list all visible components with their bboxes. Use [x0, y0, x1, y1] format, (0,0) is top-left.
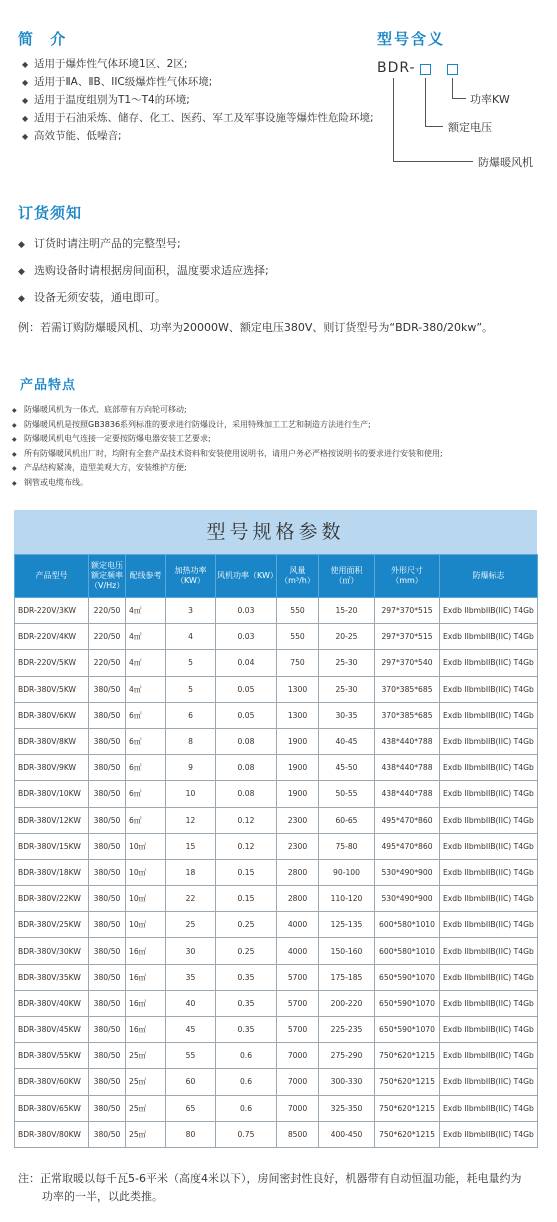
- table-cell: 1300: [277, 676, 319, 702]
- table-cell: 380/50: [89, 938, 126, 964]
- table-cell: 12: [166, 807, 216, 833]
- table-cell: 380/50: [89, 1043, 126, 1069]
- table-cell: 0.08: [216, 755, 277, 781]
- footnote: [18, 1170, 538, 1206]
- table-row: [15, 624, 538, 650]
- list-item: ◆ 防爆暖风机电气连接一定要按防爆电器安装工艺要求;: [12, 432, 443, 447]
- table-cell: BDR-380V/9KW: [15, 755, 89, 781]
- column-header: 额定电压 额定频率 （V/Hz）: [89, 555, 126, 598]
- table-cell: 25-30: [319, 676, 375, 702]
- table-cell: 3: [166, 598, 216, 624]
- connector-line: [393, 78, 394, 161]
- table-cell: 297*370*540: [375, 650, 440, 676]
- intro-list: [22, 55, 374, 145]
- table-cell: Exdb IIbmbIIB(IIC) T4Gb: [440, 886, 538, 912]
- table-cell: Exdb IIbmbIIB(IIC) T4Gb: [440, 755, 538, 781]
- diamond-bullet-icon: ◆: [12, 421, 17, 429]
- table-cell: 7000: [277, 1095, 319, 1121]
- table-cell: 35: [166, 964, 216, 990]
- table-cell: 200-220: [319, 990, 375, 1016]
- table-cell: Exdb IIbmbIIB(IIC) T4Gb: [440, 676, 538, 702]
- list-item: ◆ 适用于爆炸性气体环境1区、2区;: [22, 55, 374, 73]
- table-cell: 6㎡: [126, 755, 166, 781]
- table-cell: BDR-380V/30KW: [15, 938, 89, 964]
- table-cell: Exdb IIbmbIIB(IIC) T4Gb: [440, 598, 538, 624]
- table-cell: Exdb IIbmbIIB(IIC) T4Gb: [440, 1043, 538, 1069]
- list-item: ◆ 防爆暖风机为一体式、底部带有万向轮可移动;: [12, 403, 443, 418]
- column-header: 配线参考: [126, 555, 166, 598]
- table-body: [15, 598, 538, 1148]
- features-title: 产品特点: [20, 378, 77, 393]
- table-cell: 0.6: [216, 1043, 277, 1069]
- table-cell: 0.75: [216, 1121, 277, 1147]
- table-cell: 6: [166, 702, 216, 728]
- table-cell: 380/50: [89, 781, 126, 807]
- diamond-bullet-icon: ◆: [22, 60, 29, 69]
- table-cell: 25-30: [319, 650, 375, 676]
- table-cell: BDR-380V/8KW: [15, 728, 89, 754]
- footnote-line: 注：正常取暖以每千瓦5-6平米（高度4米以下），房间密封性良好，机器带有自动恒温功能，耗电量约为: [18, 1172, 522, 1185]
- table-cell: 60: [166, 1069, 216, 1095]
- list-item: ◆ 高效节能、低噪音;: [22, 127, 374, 145]
- table-cell: 16㎡: [126, 990, 166, 1016]
- table-cell: BDR-380V/35KW: [15, 964, 89, 990]
- table-cell: 4000: [277, 938, 319, 964]
- table-cell: 25㎡: [126, 1121, 166, 1147]
- table-cell: 380/50: [89, 886, 126, 912]
- table-cell: 380/50: [89, 833, 126, 859]
- table-header-row: [15, 555, 538, 598]
- spec-title: 型号规格参数: [14, 510, 537, 554]
- table-cell: 750*620*1215: [375, 1121, 440, 1147]
- table-row: [15, 728, 538, 754]
- table-cell: 0.25: [216, 938, 277, 964]
- table-cell: 0.6: [216, 1095, 277, 1121]
- table-cell: 65: [166, 1095, 216, 1121]
- table-cell: 6㎡: [126, 728, 166, 754]
- table-cell: 0.15: [216, 859, 277, 885]
- table-cell: Exdb IIbmbIIB(IIC) T4Gb: [440, 624, 538, 650]
- table-cell: 30: [166, 938, 216, 964]
- table-cell: 438*440*788: [375, 781, 440, 807]
- table-cell: 750*620*1215: [375, 1069, 440, 1095]
- table-row: [15, 807, 538, 833]
- table-row: [15, 1095, 538, 1121]
- table-cell: BDR-380V/60KW: [15, 1069, 89, 1095]
- table-cell: 4㎡: [126, 676, 166, 702]
- table-cell: 600*580*1010: [375, 938, 440, 964]
- table-cell: BDR-380V/40KW: [15, 990, 89, 1016]
- table-cell: Exdb IIbmbIIB(IIC) T4Gb: [440, 859, 538, 885]
- table-row: [15, 912, 538, 938]
- table-cell: 650*590*1070: [375, 1017, 440, 1043]
- table-cell: 15-20: [319, 598, 375, 624]
- table-cell: BDR-220V/5KW: [15, 650, 89, 676]
- table-cell: 6㎡: [126, 781, 166, 807]
- table-cell: 0.6: [216, 1069, 277, 1095]
- table-cell: BDR-380V/65KW: [15, 1095, 89, 1121]
- table-cell: Exdb IIbmbIIB(IIC) T4Gb: [440, 990, 538, 1016]
- list-item: ◆ 设备无须安装，通电即可。: [18, 290, 269, 317]
- table-cell: 0.35: [216, 990, 277, 1016]
- table-cell: 6㎡: [126, 807, 166, 833]
- legend-power: 功率KW: [470, 93, 510, 106]
- model-code: BDR-: [377, 60, 416, 76]
- table-cell: 1900: [277, 755, 319, 781]
- table-cell: 380/50: [89, 1017, 126, 1043]
- table-cell: 0.35: [216, 1017, 277, 1043]
- diamond-bullet-icon: ◆: [12, 479, 17, 487]
- table-cell: BDR-380V/10KW: [15, 781, 89, 807]
- table-cell: 5: [166, 676, 216, 702]
- table-cell: 0.12: [216, 833, 277, 859]
- table-cell: 650*590*1070: [375, 964, 440, 990]
- table-cell: Exdb IIbmbIIB(IIC) T4Gb: [440, 650, 538, 676]
- connector-line: [425, 78, 426, 126]
- table-cell: 370*385*685: [375, 676, 440, 702]
- table-cell: 550: [277, 624, 319, 650]
- table-row: [15, 886, 538, 912]
- table-cell: 6㎡: [126, 702, 166, 728]
- table-cell: 2800: [277, 859, 319, 885]
- table-cell: 600*580*1010: [375, 912, 440, 938]
- diamond-bullet-icon: ◆: [22, 132, 29, 141]
- table-cell: 1900: [277, 781, 319, 807]
- table-cell: 495*470*860: [375, 833, 440, 859]
- legend-product: 防爆暖风机: [478, 156, 533, 169]
- table-cell: 25㎡: [126, 1095, 166, 1121]
- diamond-bullet-icon: ◆: [18, 267, 25, 277]
- table-cell: 25: [166, 912, 216, 938]
- table-row: [15, 1121, 538, 1147]
- table-cell: 16㎡: [126, 938, 166, 964]
- connector-line: [425, 126, 443, 127]
- table-cell: 5700: [277, 1017, 319, 1043]
- table-cell: 10㎡: [126, 859, 166, 885]
- column-header: 防爆标志: [440, 555, 538, 598]
- column-header: 产品型号: [15, 555, 89, 598]
- table-cell: 400-450: [319, 1121, 375, 1147]
- list-item: ◆ 适用于石油采炼、储存、化工、医药、军工及军事设施等爆炸性危险环境;: [22, 109, 374, 127]
- table-cell: 220/50: [89, 624, 126, 650]
- table-cell: Exdb IIbmbIIB(IIC) T4Gb: [440, 1095, 538, 1121]
- table-cell: 4㎡: [126, 650, 166, 676]
- table-cell: 9: [166, 755, 216, 781]
- table-cell: 0.05: [216, 676, 277, 702]
- table-cell: 45-50: [319, 755, 375, 781]
- table-cell: 380/50: [89, 728, 126, 754]
- table-cell: 220/50: [89, 598, 126, 624]
- column-header: 风量 （m³/h）: [277, 555, 319, 598]
- table-cell: BDR-380V/55KW: [15, 1043, 89, 1069]
- table-cell: 18: [166, 859, 216, 885]
- diamond-bullet-icon: ◆: [18, 240, 25, 250]
- table-cell: 25㎡: [126, 1069, 166, 1095]
- table-cell: BDR-380V/18KW: [15, 859, 89, 885]
- table-cell: Exdb IIbmbIIB(IIC) T4Gb: [440, 833, 538, 859]
- table-cell: 90-100: [319, 859, 375, 885]
- table-cell: Exdb IIbmbIIB(IIC) T4Gb: [440, 938, 538, 964]
- table-cell: BDR-220V/3KW: [15, 598, 89, 624]
- table-cell: 438*440*788: [375, 728, 440, 754]
- list-item: ◆ 防爆暖风机是按照GB3836系列标准的要求进行防爆设计，采用特殊加工工艺和制造方法进行生产;: [12, 418, 443, 433]
- table-cell: 110-120: [319, 886, 375, 912]
- table-cell: 275-290: [319, 1043, 375, 1069]
- table-row: [15, 755, 538, 781]
- table-cell: 15: [166, 833, 216, 859]
- table-cell: 0.35: [216, 964, 277, 990]
- table-cell: 16㎡: [126, 1017, 166, 1043]
- table-cell: 750: [277, 650, 319, 676]
- list-item: ◆ 订货时请注明产品的完整型号;: [18, 236, 269, 263]
- table-cell: 650*590*1070: [375, 990, 440, 1016]
- table-cell: 22: [166, 886, 216, 912]
- column-header: 风机功率（KW）: [216, 555, 277, 598]
- table-cell: Exdb IIbmbIIB(IIC) T4Gb: [440, 781, 538, 807]
- diamond-bullet-icon: ◆: [18, 294, 25, 304]
- voltage-placeholder-box: [420, 64, 431, 75]
- list-item: ◆ 产品结构紧凑，造型美观大方，安装维护方便;: [12, 461, 443, 476]
- table-cell: BDR-380V/80KW: [15, 1121, 89, 1147]
- list-item: ◆ 钢管或电缆布线。: [12, 476, 443, 491]
- features-list: [12, 403, 443, 491]
- order-title: 订货须知: [18, 204, 83, 222]
- list-item: ◆ 所有防爆暖风机出厂时，均附有全套产品技术资料和安装使用说明书，请用户务必严格按说明书的要求进行安装和使用;: [12, 447, 443, 462]
- model-meaning-title: 型号含义: [377, 30, 446, 48]
- table-cell: 530*490*900: [375, 886, 440, 912]
- table-cell: 380/50: [89, 964, 126, 990]
- table-cell: 0.12: [216, 807, 277, 833]
- table-cell: 16㎡: [126, 964, 166, 990]
- power-placeholder-box: [447, 64, 458, 75]
- table-row: [15, 990, 538, 1016]
- table-cell: BDR-380V/15KW: [15, 833, 89, 859]
- table-cell: 0.03: [216, 598, 277, 624]
- table-cell: 5700: [277, 990, 319, 1016]
- diamond-bullet-icon: ◆: [22, 114, 29, 123]
- table-cell: 550: [277, 598, 319, 624]
- table-cell: 75-80: [319, 833, 375, 859]
- table-cell: 5700: [277, 964, 319, 990]
- table-cell: BDR-220V/4KW: [15, 624, 89, 650]
- table-cell: Exdb IIbmbIIB(IIC) T4Gb: [440, 912, 538, 938]
- table-row: [15, 964, 538, 990]
- table-row: [15, 833, 538, 859]
- table-cell: 20-25: [319, 624, 375, 650]
- table-cell: Exdb IIbmbIIB(IIC) T4Gb: [440, 1069, 538, 1095]
- table-cell: 55: [166, 1043, 216, 1069]
- table-cell: BDR-380V/5KW: [15, 676, 89, 702]
- table-cell: 495*470*860: [375, 807, 440, 833]
- table-cell: 8500: [277, 1121, 319, 1147]
- table-cell: 225-235: [319, 1017, 375, 1043]
- connector-line: [452, 98, 466, 99]
- column-header: 加热功率（KW）: [166, 555, 216, 598]
- table-cell: 750*620*1215: [375, 1043, 440, 1069]
- table-cell: 0.08: [216, 781, 277, 807]
- table-cell: 0.25: [216, 912, 277, 938]
- diamond-bullet-icon: ◆: [12, 450, 17, 458]
- spec-section: [14, 510, 537, 1148]
- table-cell: BDR-380V/22KW: [15, 886, 89, 912]
- table-cell: 380/50: [89, 755, 126, 781]
- table-cell: 380/50: [89, 990, 126, 1016]
- table-cell: 1900: [277, 728, 319, 754]
- table-cell: 40-45: [319, 728, 375, 754]
- table-cell: 380/50: [89, 1121, 126, 1147]
- table-row: [15, 859, 538, 885]
- table-row: [15, 598, 538, 624]
- table-cell: Exdb IIbmbIIB(IIC) T4Gb: [440, 1121, 538, 1147]
- table-row: [15, 781, 538, 807]
- table-cell: 125-135: [319, 912, 375, 938]
- table-cell: 370*385*685: [375, 702, 440, 728]
- column-header: 外形尺寸 （mm）: [375, 555, 440, 598]
- table-cell: 2300: [277, 807, 319, 833]
- table-cell: 4000: [277, 912, 319, 938]
- table-cell: 25㎡: [126, 1043, 166, 1069]
- table-cell: 4: [166, 624, 216, 650]
- table-cell: 30-35: [319, 702, 375, 728]
- table-row: [15, 676, 538, 702]
- table-cell: 50-55: [319, 781, 375, 807]
- column-header: 使用面积 （㎡）: [319, 555, 375, 598]
- table-cell: 60-65: [319, 807, 375, 833]
- table-cell: 750*620*1215: [375, 1095, 440, 1121]
- table-cell: Exdb IIbmbIIB(IIC) T4Gb: [440, 728, 538, 754]
- diamond-bullet-icon: ◆: [12, 465, 17, 473]
- table-cell: 4㎡: [126, 624, 166, 650]
- table-cell: 10㎡: [126, 886, 166, 912]
- table-row: [15, 1069, 538, 1095]
- table-cell: 0.04: [216, 650, 277, 676]
- table-cell: BDR-380V/25KW: [15, 912, 89, 938]
- table-cell: 10: [166, 781, 216, 807]
- table-row: [15, 650, 538, 676]
- table-cell: 0.08: [216, 728, 277, 754]
- table-cell: 297*370*515: [375, 624, 440, 650]
- table-cell: 150-160: [319, 938, 375, 964]
- table-cell: Exdb IIbmbIIB(IIC) T4Gb: [440, 964, 538, 990]
- order-list: [18, 236, 269, 317]
- table-cell: Exdb IIbmbIIB(IIC) T4Gb: [440, 1017, 538, 1043]
- footnote-line: 功率的一半，以此类推。: [42, 1190, 163, 1203]
- diamond-bullet-icon: ◆: [12, 436, 17, 444]
- table-row: [15, 1017, 538, 1043]
- table-cell: Exdb IIbmbIIB(IIC) T4Gb: [440, 807, 538, 833]
- spec-table: [14, 554, 538, 1148]
- connector-line: [452, 78, 453, 98]
- table-row: [15, 938, 538, 964]
- table-cell: 438*440*788: [375, 755, 440, 781]
- table-cell: 10㎡: [126, 912, 166, 938]
- diamond-bullet-icon: ◆: [22, 96, 29, 105]
- table-cell: 175-185: [319, 964, 375, 990]
- connector-line: [393, 161, 473, 162]
- table-cell: 80: [166, 1121, 216, 1147]
- table-cell: 45: [166, 1017, 216, 1043]
- table-cell: 297*370*515: [375, 598, 440, 624]
- table-cell: 7000: [277, 1043, 319, 1069]
- table-cell: 5: [166, 650, 216, 676]
- table-cell: 0.15: [216, 886, 277, 912]
- table-cell: 2300: [277, 833, 319, 859]
- list-item: ◆ 适用于温度组别为T1～T4的环境;: [22, 91, 374, 109]
- table-cell: 1300: [277, 702, 319, 728]
- table-cell: 380/50: [89, 1095, 126, 1121]
- table-cell: 530*490*900: [375, 859, 440, 885]
- table-cell: 40: [166, 990, 216, 1016]
- table-cell: BDR-380V/6KW: [15, 702, 89, 728]
- list-item: ◆ 适用于ⅡA、ⅡB、IIC级爆炸性气体环境;: [22, 73, 374, 91]
- table-cell: 0.05: [216, 702, 277, 728]
- diamond-bullet-icon: ◆: [12, 407, 17, 414]
- table-cell: 220/50: [89, 650, 126, 676]
- table-cell: Exdb IIbmbIIB(IIC) T4Gb: [440, 702, 538, 728]
- table-cell: 4㎡: [126, 598, 166, 624]
- table-cell: BDR-380V/12KW: [15, 807, 89, 833]
- table-row: [15, 1043, 538, 1069]
- table-cell: 325-350: [319, 1095, 375, 1121]
- table-cell: 380/50: [89, 702, 126, 728]
- table-cell: 10㎡: [126, 833, 166, 859]
- table-cell: 380/50: [89, 676, 126, 702]
- diamond-bullet-icon: ◆: [22, 78, 29, 87]
- order-example: 例：若需订购防爆暖风机、功率为20000W、额定电压380V、则订货型号为“BDR-380/20kw”。: [18, 321, 494, 334]
- table-cell: 380/50: [89, 807, 126, 833]
- list-item: ◆ 选购设备时请根据房间面积，温度要求适应选择;: [18, 263, 269, 290]
- table-cell: 2800: [277, 886, 319, 912]
- legend-voltage: 额定电压: [448, 121, 492, 134]
- table-cell: 380/50: [89, 859, 126, 885]
- table-cell: 380/50: [89, 1069, 126, 1095]
- intro-title: 简 介: [18, 30, 72, 48]
- table-cell: 380/50: [89, 912, 126, 938]
- table-cell: 7000: [277, 1069, 319, 1095]
- table-cell: 8: [166, 728, 216, 754]
- table-cell: 0.03: [216, 624, 277, 650]
- table-cell: 300-330: [319, 1069, 375, 1095]
- table-cell: BDR-380V/45KW: [15, 1017, 89, 1043]
- table-row: [15, 702, 538, 728]
